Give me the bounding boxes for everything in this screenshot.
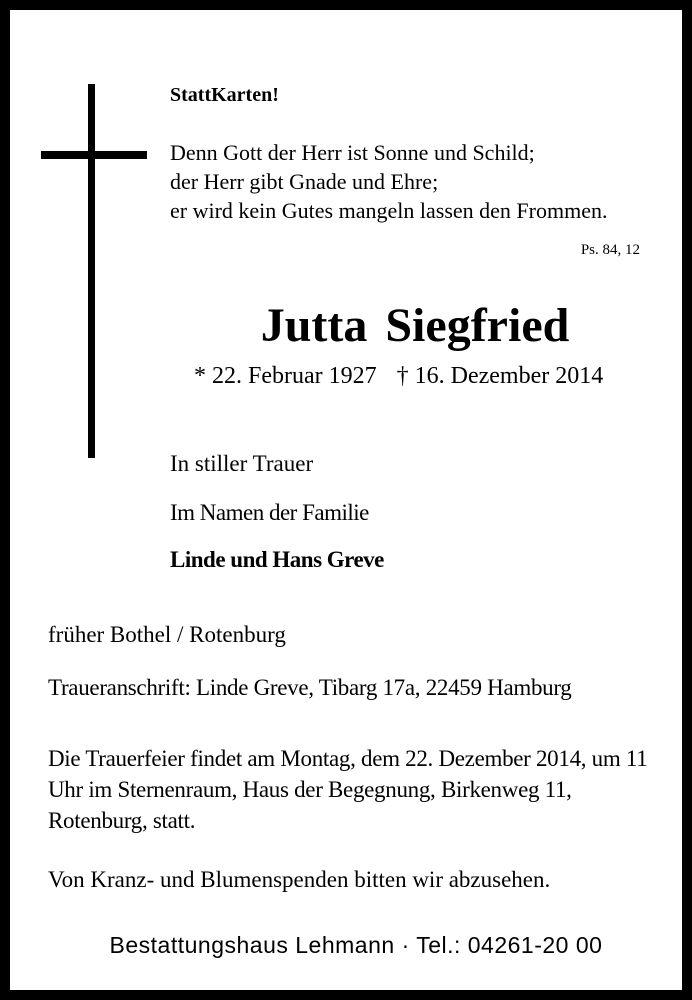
- verse-reference: Ps. 84, 12: [580, 242, 640, 258]
- mourning-line: In stiller Trauer: [170, 451, 314, 476]
- funeral-home-footer: Bestattungshaus Lehmann · Tel.: 04261-20 00: [109, 932, 603, 958]
- deceased-name: Jutta Siegfried: [260, 299, 570, 352]
- mourners-names: Linde und Hans Greve: [170, 547, 384, 572]
- bible-verse: [170, 138, 607, 225]
- verse-line: Denn Gott der Herr ist Sonne und Schild;: [170, 140, 535, 165]
- birth-date: * 22. Februar 1927: [194, 363, 377, 389]
- life-dates: [194, 363, 603, 390]
- cross-icon: [88, 84, 95, 458]
- death-date: † 16. Dezember 2014: [396, 363, 604, 389]
- funeral-service-info: Die Trauerfeier findet am Montag, dem 22. Dezember 2014, um 11 Uhr im Sternenraum, Haus der Begegnung, Birkenweg 11, Rotenburg, statt.: [48, 746, 648, 833]
- notice-heading: StattKarten!: [170, 84, 279, 106]
- verse-line: er wird kein Gutes mangeln lassen den Frommen.: [170, 198, 608, 223]
- former-residence: früher Bothel / Rotenburg: [48, 622, 286, 647]
- cross-icon-bar: [41, 151, 147, 159]
- flowers-note: Von Kranz- und Blumenspenden bitten wir abzusehen.: [48, 867, 551, 892]
- mourning-address: Traueranschrift: Linde Greve, Tibarg 17a, 22459 Hamburg: [48, 675, 572, 700]
- verse-line: der Herr gibt Gnade und Ehre;: [170, 169, 439, 194]
- family-line: Im Namen der Familie: [170, 500, 369, 525]
